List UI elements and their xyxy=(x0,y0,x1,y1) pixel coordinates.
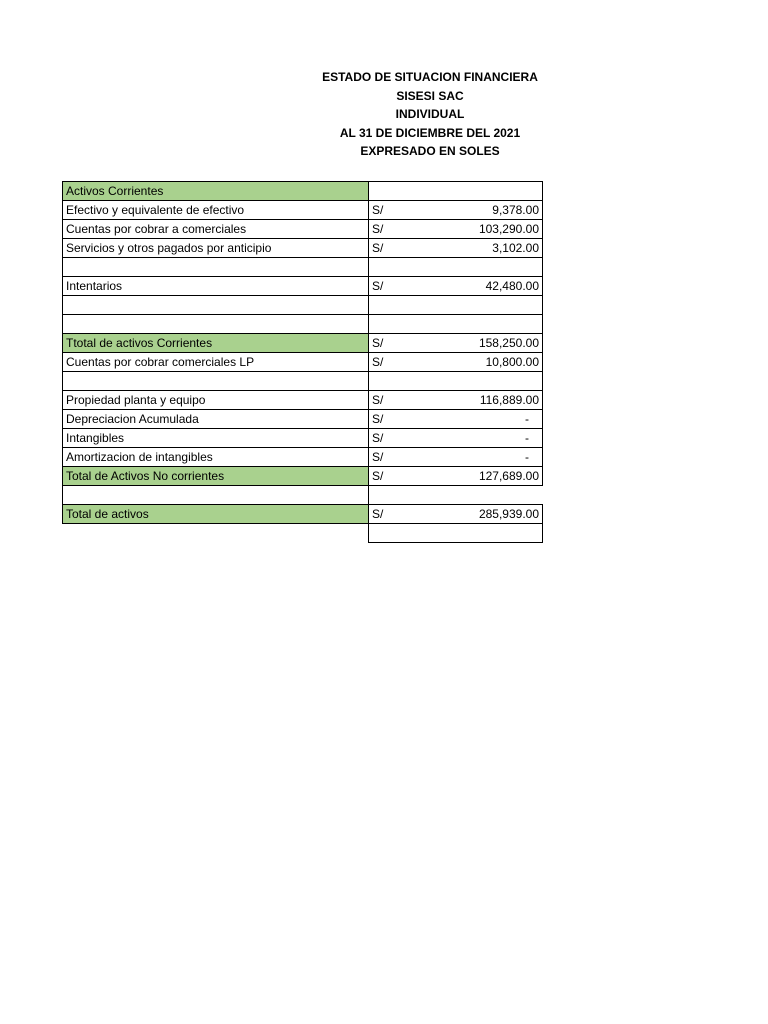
currency-symbol: S/ xyxy=(372,507,384,521)
currency-symbol: S/ xyxy=(372,241,384,255)
currency-symbol: S/ xyxy=(372,412,384,426)
currency-symbol: S/ xyxy=(372,222,384,236)
empty-cell[interactable] xyxy=(369,182,543,201)
amount-cell[interactable] xyxy=(369,334,543,353)
amount-value: 3,102.00 xyxy=(492,241,539,255)
table-row xyxy=(63,410,543,429)
amount-value: 116,889.00 xyxy=(479,393,539,407)
table-row xyxy=(63,505,543,524)
amount-value: - xyxy=(525,450,529,464)
table-row xyxy=(63,182,543,201)
total-label[interactable]: Total de activos xyxy=(63,505,369,524)
amount-cell[interactable] xyxy=(369,353,543,372)
currency-symbol: S/ xyxy=(372,393,384,407)
table-row xyxy=(63,372,543,391)
empty-cell[interactable] xyxy=(63,372,369,391)
amount-value: 127,689.00 xyxy=(478,469,539,483)
table-row xyxy=(63,353,543,372)
empty-cell[interactable] xyxy=(63,315,369,334)
empty-cell[interactable] xyxy=(369,524,543,543)
table-row xyxy=(63,296,543,315)
table-row xyxy=(63,448,543,467)
row-label[interactable]: Cuentas por cobrar comerciales LP xyxy=(63,353,369,372)
row-label[interactable]: Efectivo y equivalente de efectivo xyxy=(63,201,369,220)
amount-cell[interactable] xyxy=(369,429,543,448)
row-label[interactable]: Depreciacion Acumulada xyxy=(63,410,369,429)
table-row xyxy=(63,239,543,258)
title-line-company: SISESI SAC xyxy=(396,88,464,103)
empty-cell[interactable] xyxy=(63,258,369,277)
currency-symbol: S/ xyxy=(372,355,384,369)
title-line-currency: EXPRESADO EN SOLES xyxy=(360,144,500,159)
currency-symbol: S/ xyxy=(372,450,384,464)
currency-symbol: S/ xyxy=(372,279,384,293)
amount-cell[interactable] xyxy=(369,505,543,524)
amount-value: - xyxy=(525,431,529,445)
table-row xyxy=(63,315,543,334)
amount-value: 10,800.00 xyxy=(485,355,539,369)
row-label[interactable]: Amortizacion de intangibles xyxy=(63,448,369,467)
empty-cell[interactable] xyxy=(369,372,543,391)
subtotal-label[interactable]: Total de Activos No corrientes xyxy=(63,467,369,486)
title-line-statement: ESTADO DE SITUACION FINANCIERA xyxy=(322,70,538,84)
table-row xyxy=(63,486,543,505)
currency-symbol: S/ xyxy=(372,469,384,483)
row-label[interactable]: Intangibles xyxy=(63,429,369,448)
table-row xyxy=(63,258,543,277)
empty-cell[interactable] xyxy=(369,486,543,505)
row-label[interactable]: Propiedad planta y equipo xyxy=(63,391,369,410)
row-label[interactable]: Servicios y otros pagados por anticipio xyxy=(63,239,369,258)
table-row xyxy=(63,277,543,296)
report-title xyxy=(0,68,768,161)
table-row xyxy=(63,201,543,220)
section-label[interactable]: Activos Corrientes xyxy=(63,182,369,201)
amount-value: - xyxy=(525,412,529,426)
amount-cell[interactable] xyxy=(369,448,543,467)
amount-cell[interactable] xyxy=(369,201,543,220)
amount-cell[interactable] xyxy=(369,391,543,410)
amount-value: 103,290.00 xyxy=(478,222,539,236)
table-row xyxy=(63,220,543,239)
amount-cell[interactable] xyxy=(369,467,543,486)
table-row xyxy=(63,391,543,410)
empty-cell[interactable] xyxy=(63,524,369,543)
balance-table xyxy=(62,181,543,543)
table-row xyxy=(63,467,543,486)
amount-value: 158,250.00 xyxy=(478,336,539,350)
empty-cell[interactable] xyxy=(63,296,369,315)
table-row xyxy=(63,429,543,448)
amount-value: 285,939.00 xyxy=(478,507,539,521)
empty-cell[interactable] xyxy=(369,258,543,277)
amount-cell[interactable] xyxy=(369,220,543,239)
row-label[interactable]: Cuentas por cobrar a comerciales xyxy=(63,220,369,239)
empty-cell[interactable] xyxy=(369,315,543,334)
amount-value: 42,480.00 xyxy=(485,279,539,293)
currency-symbol: S/ xyxy=(372,203,384,217)
currency-symbol: S/ xyxy=(372,431,384,445)
table-row xyxy=(63,524,543,543)
amount-cell[interactable] xyxy=(369,410,543,429)
empty-cell[interactable] xyxy=(63,486,369,505)
empty-cell[interactable] xyxy=(369,296,543,315)
subtotal-label[interactable]: Ttotal de activos Corrientes xyxy=(63,334,369,353)
title-line-date: AL 31 DE DICIEMBRE DEL 2021 xyxy=(339,125,521,140)
amount-value: 9,378.00 xyxy=(492,203,539,217)
amount-cell[interactable] xyxy=(369,277,543,296)
title-line-type: INDIVIDUAL xyxy=(395,107,465,122)
table-row xyxy=(63,334,543,353)
currency-symbol: S/ xyxy=(372,336,384,350)
row-label[interactable]: Intentarios xyxy=(63,277,369,296)
amount-cell[interactable] xyxy=(369,239,543,258)
